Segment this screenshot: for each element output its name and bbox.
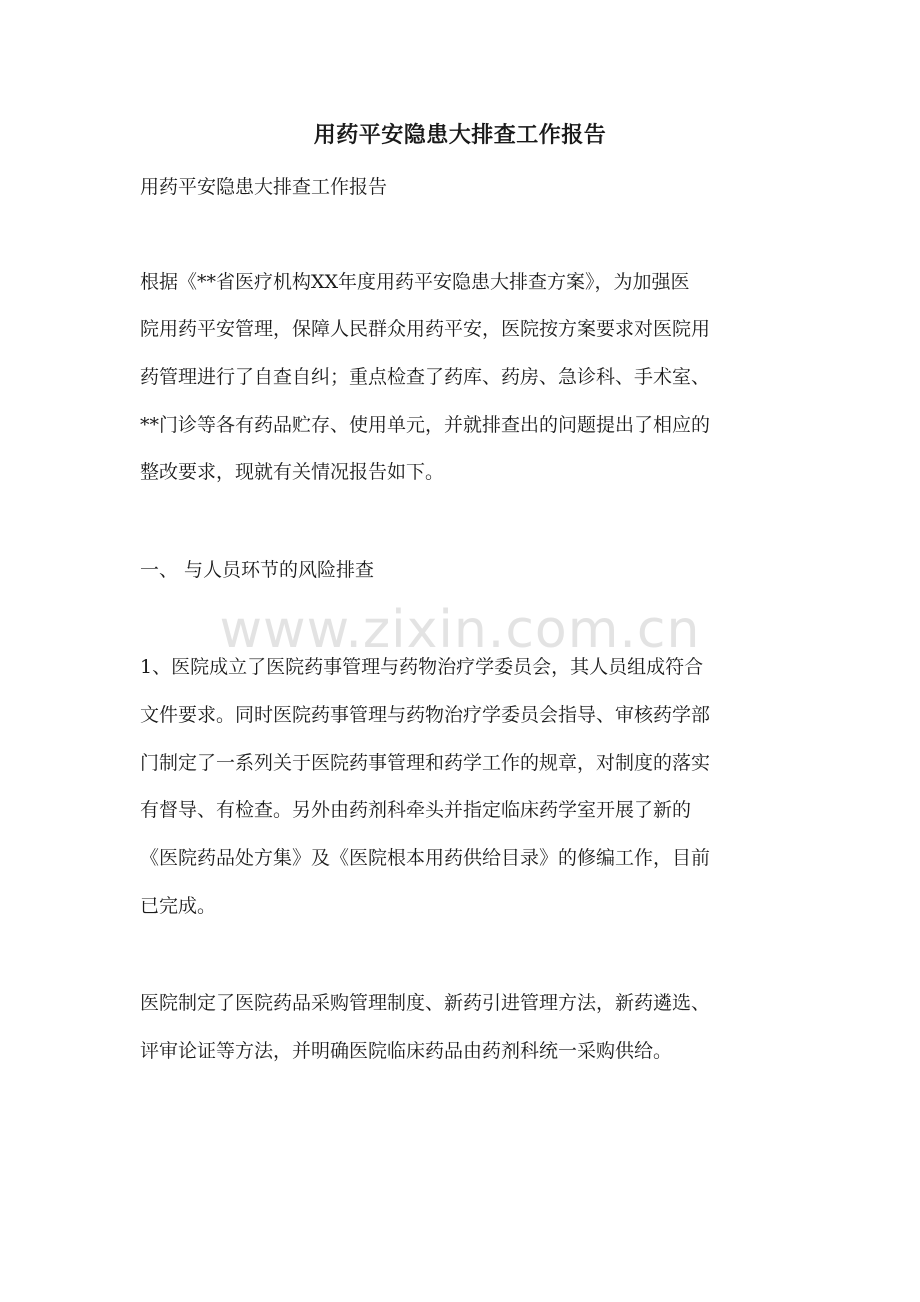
paragraph-line: 院用药平安管理，保障人民群众用药平安，医院按方案要求对医院用: [140, 318, 711, 340]
section-heading: 一、 与人员环节的风险排查: [140, 559, 375, 581]
paragraph-line: 评审论证等方法，并明确医院临床药品由药剂科统一采购供给。: [140, 1040, 673, 1062]
paragraph-line: 1、医院成立了医院药事管理与药物治疗学委员会，其人员组成符合: [140, 656, 704, 678]
paragraph-line: 有督导、有检查。另外由药剂科牵头并指定临床药学室开展了新的: [140, 799, 692, 821]
paragraph-line: 已完成。: [140, 895, 217, 917]
paragraph-line: 门制定了一系列关于医院药事管理和药学工作的规章，对制度的落实: [140, 752, 711, 774]
paragraph-line: 文件要求。同时医院药事管理与药物治疗学委员会指导、审核药学部: [140, 704, 711, 726]
paragraph-line: **门诊等各有药品贮存、使用单元，并就排查出的问题提出了相应的: [140, 414, 711, 436]
watermark: www.zixin.com.cn: [219, 600, 701, 660]
document-title: 用药平安隐患大排查工作报告: [313, 122, 607, 148]
paragraph-line: 医院制定了医院药品采购管理制度、新药引进管理方法，新药遴选、: [140, 992, 711, 1014]
paragraph-line: 《医院药品处方集》及《医院根本用药供给目录》的修编工作，目前: [140, 847, 711, 869]
paragraph-line: 根据《**省医疗机构XX年度用药平安隐患大排查方案》，为加强医: [140, 271, 690, 293]
paragraph-line: 整改要求，现就有关情况报告如下。: [140, 461, 445, 483]
document-subtitle: 用药平安隐患大排查工作报告: [140, 176, 388, 198]
paragraph-line: 药管理进行了自查自纠；重点检查了药库、药房、急诊科、手术室、: [140, 366, 711, 388]
